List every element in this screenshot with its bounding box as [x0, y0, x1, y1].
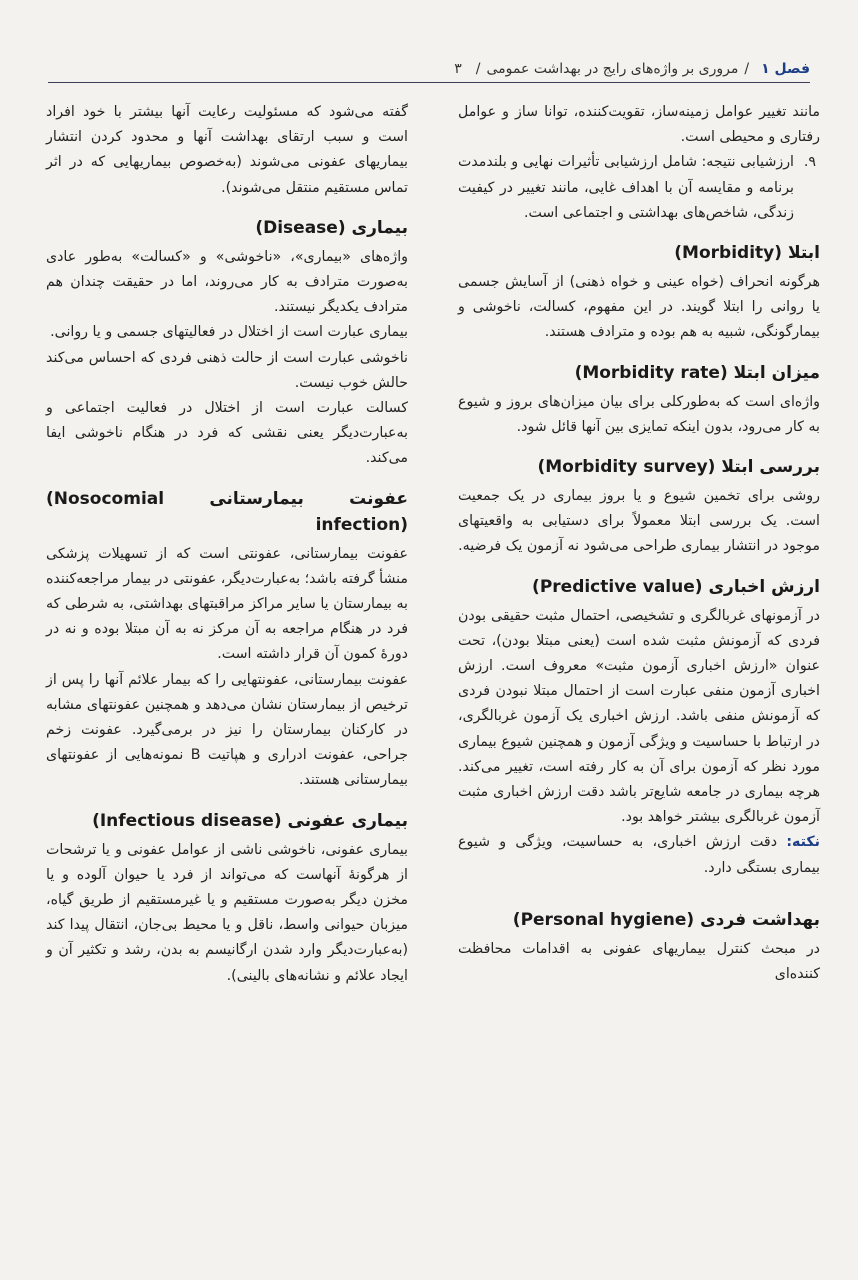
- heading-en: (Morbidity survey): [537, 457, 716, 478]
- heading-fa: میزان ابتلا: [733, 362, 820, 383]
- heading-fa: ابتلا: [787, 243, 820, 264]
- heading-personal-hygiene: [458, 907, 820, 933]
- morbidity-paragraph: هرگونه انحراف (خواه عینی و خواه ذهنی) از آسایش جسمی یا روانی را ابتلا گویند. در این مفهوم، کسالت، ناخوشی و بیمارگونگی، شبیه به هم بوده و مترادف هستند.: [458, 274, 820, 341]
- right-column: [458, 100, 820, 987]
- left-column: [46, 100, 408, 989]
- heading-morbidity-rate: [458, 360, 820, 386]
- note-label: نکته:: [786, 834, 820, 851]
- list-item-text: ارزشیابی نتیجه: شامل ارزشیابی تأثیرات نهایی و بلندمدت برنامه و مقایسه آن با اهداف غایی، مانند تغییر در کیفیت زندگی، شاخص‌های بهداشتی و اجتماعی است.: [458, 154, 794, 221]
- heading-fa: بررسی ابتلا: [721, 457, 820, 478]
- heading-predictive-value: [458, 574, 820, 600]
- left-intro-paragraph: گفته می‌شود که مسئولیت رعایت آنها بیشتر با خود افراد است و سبب ارتقای بهداشت آنها و محدود کردن انتشار بیماریهای عفونی می‌شوند (به‌خصوص بیماریهایی که در اثر تماس مستقیم منتقل می‌شوند).: [46, 104, 408, 196]
- heading-en: (Infectious disease): [92, 810, 282, 831]
- heading-infectious-disease: [46, 808, 408, 834]
- heading-en: (Morbidity): [674, 243, 783, 264]
- heading-disease: [46, 215, 408, 241]
- list-item: [458, 150, 816, 226]
- chapter-label: فصل ۱: [761, 61, 810, 77]
- nosocomial-paragraph-1: عفونت بیمارستانی، عفونتی است که از تسهیلات پزشکی منشأ گرفته باشد؛ به‌عبارت‌دیگر، عفونتی در بیمار مراجعه‌کننده به بیمارستان یا سایر مراکز مراقبتهای بهداشتی، به شرطی که فرد در هنگام مراجعه به آن مرکز نه به آن مبتلا بوده و نه در دورهٔ کمون آن قرار داشته است.: [46, 545, 408, 663]
- list-item-number: ۹.: [803, 154, 816, 171]
- heading-nosocomial-infection: [46, 486, 408, 538]
- note-text: دقت ارزش اخباری، به حساسیت، ویژگی و شیوع بیماری بستگی دارد.: [458, 834, 820, 876]
- header-subtitle: مروری بر واژه‌های رایج در بهداشت عمومی: [486, 61, 739, 77]
- infectious-disease-paragraph: بیماری عفونی، ناخوشی ناشی از عوامل عفونی و یا ترشحات از هرگونهٔ آنهاست که می‌تواند از فرد یا حیوان آلوده و یا مخزن دیگر به‌صورت مستقیم و یا غیرمستقیم از طریق گیاه، میزبان حیوانی واسط، ناقل و یا محیط بی‌جان، انتقال پیدا کند (به‌عبارت‌دیگر وارد شدن ارگانیسم به بدن، رشد و تکثیر آن و ایجاد علائم و نشانه‌های بالینی).: [46, 841, 408, 984]
- heading-morbidity: [458, 240, 820, 266]
- page-separator: /: [475, 61, 481, 77]
- running-header: [48, 56, 810, 83]
- heading-fa: بیماری: [351, 217, 408, 238]
- heading-fa: بیماری عفونی: [287, 810, 408, 831]
- heading-en: (Personal hygiene): [512, 909, 695, 930]
- numbered-list: [458, 150, 820, 226]
- disease-paragraph-4: کسالت عبارت است از اختلال در فعالیت اجتماعی و به‌عبارت‌دیگر یعنی نقشی که فرد در هنگام ناخوشی ایفا می‌کند.: [46, 400, 408, 467]
- disease-paragraph-1: واژه‌های «بیماری»، «ناخوشی» و «کسالت» به‌طور عادی به‌صورت مترادف به کار می‌روند، اما در حقیقت چندان هم مترادف یکدیگر نیستند.: [46, 248, 408, 316]
- personal-hygiene-paragraph: در مبحث کنترل بیماریهای عفونی به اقدامات محافظت کننده‌ای: [458, 940, 820, 983]
- right-intro-paragraph: مانند تغییر عوامل زمینه‌ساز، تقویت‌کننده، توانا ساز و عوامل رفتاری و محیطی است.: [458, 104, 820, 146]
- heading-fa: عفونت بیمارستانی: [209, 488, 408, 509]
- page-number: ۳: [454, 61, 462, 77]
- heading-en: (Disease): [255, 217, 346, 238]
- note-paragraph: [458, 830, 820, 880]
- header-separator: /: [744, 61, 750, 77]
- morbidity-survey-paragraph: روشی برای تخمین شیوع و یا بروز بیماری در یک جمعیت است. یک بررسی ابتلا معمولاً برای دستیابی به واقعیتهای موجود در انتشار بیماری طراحی می‌شود نه آزمون یک فرضیه.: [458, 488, 820, 555]
- heading-morbidity-survey: [458, 454, 820, 480]
- heading-fa: بهداشت فردی: [700, 909, 820, 930]
- nosocomial-paragraph-2: عفونت بیمارستانی، عفونتهایی را که بیمار علائم آنها را پس از ترخیص از بیمارستان نشان می‌دهد و همچنین عفونتهای مشابه در کارکنان بیمارستان را نیز در برمی‌گیرد. عفونت زخم جراحی، عفونت ادراری و هپاتیت B نمونه‌هایی از عفونتهای بیمارستانی هستند.: [46, 671, 408, 789]
- morbidity-rate-paragraph: واژه‌ای است که به‌طورکلی برای بیان میزان‌های بروز و شیوع به کار می‌رود، بدون اینکه تمایزی بین آنها قائل شود.: [458, 393, 820, 435]
- predictive-value-paragraph: در آزمونهای غربالگری و تشخیصی، احتمال مثبت حقیقی بودن فردی که آزمونش مثبت شده است (یعنی مبتلا بودن)، تحت عنوان «ارزش اخباری آزمون مثبت» معروف است. ارزش اخباری آزمون منفی عبارت است از احتمال مبتلا نبودن فردی که آزمونش منفی باشد. ارزش اخباری یک آزمون غربالگری، در ارتباط با حساسیت و ویژگی آزمون و همچنین شیوع بیماری مورد نظر که آزمون برای آن به کار رفته است، تغییر می‌کند. هرچه بیماری در جامعه شایع‌تر باشد دقت ارزش اخباری مثبت آزمون غربالگری بیشتر خواهد بود.: [458, 607, 820, 826]
- heading-fa: ارزش اخباری: [708, 576, 820, 597]
- disease-paragraph-2: بیماری عبارت است از اختلال در فعالیتهای جسمی و یا روانی.: [50, 324, 408, 341]
- heading-en: (Morbidity rate): [574, 362, 728, 383]
- heading-en: (Nosocomial infection): [46, 488, 408, 535]
- disease-paragraph-3: ناخوشی عبارت است از حالت ذهنی فردی که احساس می‌کند حالش خوب نیست.: [46, 349, 408, 391]
- heading-en: (Predictive value): [532, 576, 703, 597]
